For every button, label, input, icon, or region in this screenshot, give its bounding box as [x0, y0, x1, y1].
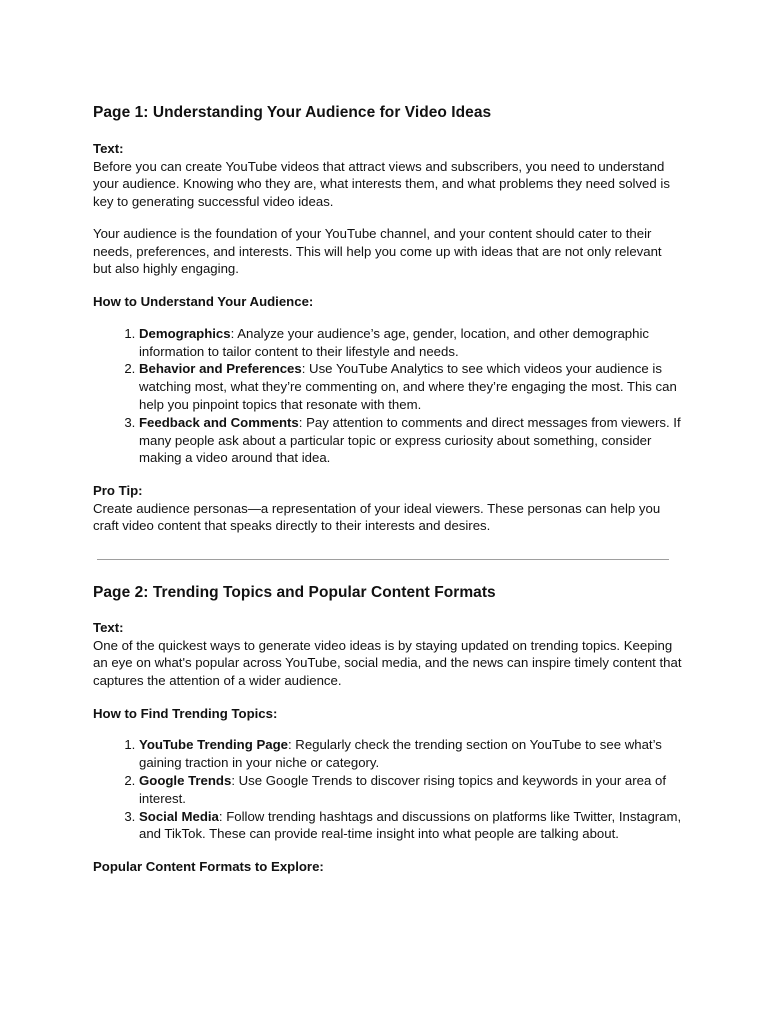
- list-item: [139, 360, 683, 413]
- list-item-term: YouTube Trending Page: [139, 737, 288, 753]
- list-item-desc: : Use Google Trends to discover rising topics and keywords in your area of interest.: [139, 772, 666, 806]
- list-item-term: Social Media: [139, 808, 219, 824]
- page1-list-heading: How to Understand Your Audience:: [93, 294, 314, 310]
- section-divider: [97, 559, 669, 560]
- page1-section: [93, 104, 683, 535]
- list-item-desc: : Analyze your audience’s age, gender, location, and other demographic information to tailor content to their lifestyle and needs.: [139, 325, 649, 359]
- formats-heading: Popular Content Formats to Explore:: [93, 859, 324, 875]
- page1-paragraph-1: Before you can create YouTube videos that attract views and subscribers, you need to understand your audience. Knowing who they are, what interests them, and what problems they need solved is key to generating successful video ideas.: [93, 158, 670, 210]
- page2-list-heading: How to Find Trending Topics:: [93, 705, 278, 721]
- page2-heading: Page 2: Trending Topics and Popular Content Formats: [93, 584, 496, 601]
- page2-text-label: Text:: [93, 620, 124, 635]
- list-item-desc: : Use YouTube Analytics to see which videos your audience is watching most, what they’re commenting on, and where they’re engaging the most. This can help you pinpoint topics that resonate with them.: [139, 361, 677, 412]
- list-item-term: Feedback and Comments: [139, 414, 299, 430]
- page1-heading: Page 1: Understanding Your Audience for Video Ideas: [93, 104, 492, 121]
- list-item-desc: : Follow trending hashtags and discussions on platforms like Twitter, Instagram, and TikTok. These can provide real-time insight into what people are talking about.: [139, 808, 682, 842]
- list-item: [139, 772, 683, 808]
- pro-tip-label: Pro Tip:: [93, 483, 143, 499]
- list-item-term: Google Trends: [139, 772, 232, 788]
- list-item: [139, 325, 683, 361]
- page2-paragraph: One of the quickest ways to generate video ideas is by staying updated on trending topics. Keeping an eye on what's popular across YouTube, social media, and the news can inspire timely content that captures the attention of a wider audience.: [93, 637, 682, 689]
- list-item-term: Behavior and Preferences: [139, 361, 302, 377]
- page1-text-label: Text:: [93, 141, 124, 156]
- list-item: [139, 736, 683, 772]
- list-item: [139, 414, 683, 467]
- pro-tip-text: Create audience personas—a representation of your ideal viewers. These personas can help you craft video content that speaks directly to their interests and desires.: [93, 500, 661, 534]
- page2-section: [93, 584, 683, 876]
- page2-trending-list: [93, 736, 683, 843]
- list-item: [139, 808, 683, 844]
- list-item-desc: : Regularly check the trending section on YouTube to see what’s gaining traction in your niche or category.: [139, 737, 662, 771]
- page1-audience-list: [93, 325, 683, 467]
- list-item-desc: : Pay attention to comments and direct messages from viewers. If many people ask about a particular topic or express curiosity about something, consider making a video around that idea.: [139, 414, 681, 466]
- list-item-term: Demographics: [139, 325, 231, 341]
- page1-paragraph-2: Your audience is the foundation of your YouTube channel, and your content should cater to their needs, preferences, and interests. This will help you come up with ideas that are not only relevant but also highly engaging.: [93, 225, 662, 277]
